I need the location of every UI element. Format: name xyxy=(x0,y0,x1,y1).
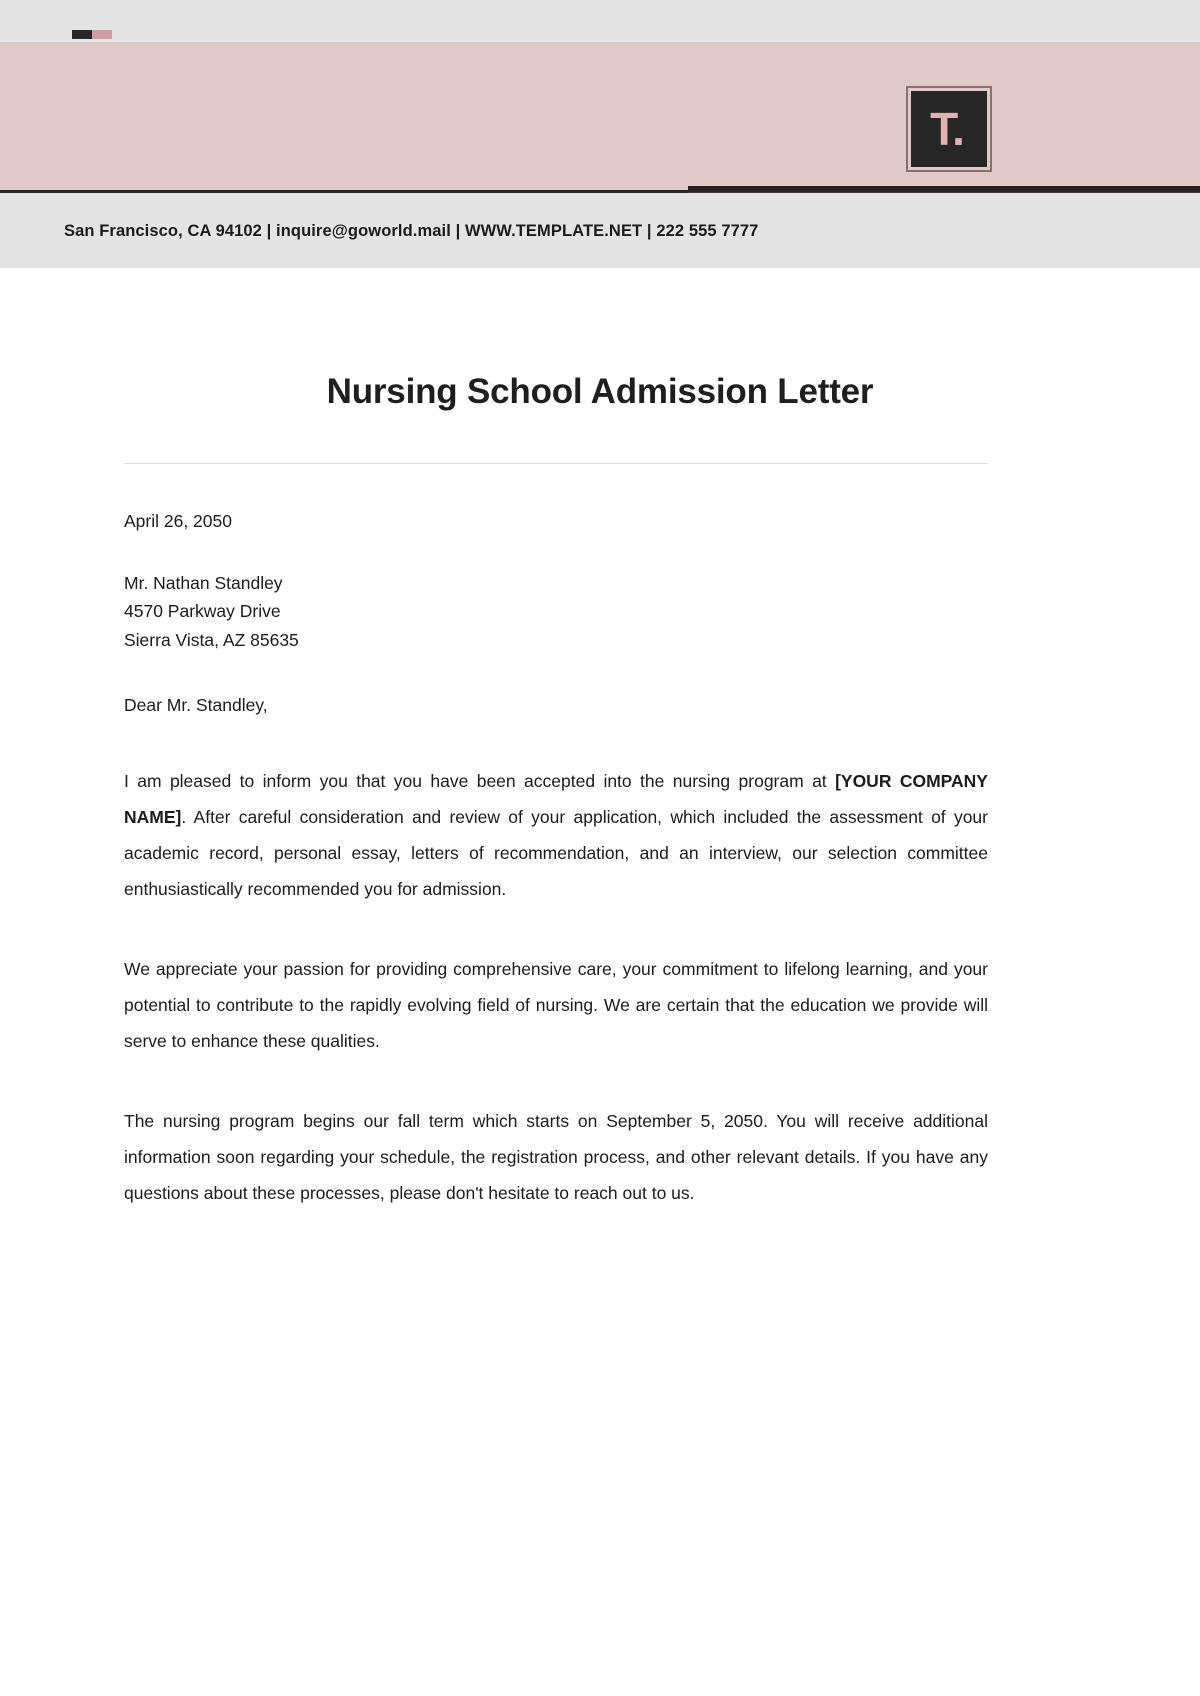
letter-sheet xyxy=(0,268,1200,1696)
letter-content xyxy=(124,513,988,1211)
brand-logo xyxy=(906,86,992,172)
body-paragraph-2: We appreciate your passion for providing comprehensive care, your commitment to lifelong learning, and your potential to contribute to the rapidly evolving field of nursing. We are certain that the education we provide will serve to enhance these qualities. xyxy=(124,958,988,1051)
letterhead-header xyxy=(0,0,1200,268)
recipient-address-block xyxy=(124,572,988,650)
pink-banner-band xyxy=(0,42,1200,190)
contact-details: San Francisco, CA 94102 | inquire@goworld.mail | WWW.TEMPLATE.NET | 222 555 7777 xyxy=(64,222,759,240)
body-paragraph-3: The nursing program begins our fall term which starts on September 5, 2050. You will receive additional information soon regarding your schedule, the registration process, and other relevant details. If you have any questions about these processes, please don't hesitate to reach out to us. xyxy=(124,1110,988,1203)
top-strip xyxy=(0,0,1200,42)
letter-date: April 26, 2050 xyxy=(124,511,232,531)
recipient-street: 4570 Parkway Drive xyxy=(124,601,281,621)
logo-monogram: T. xyxy=(930,103,964,155)
recipient-name: Mr. Nathan Standley xyxy=(124,572,283,593)
accent-rule-thick xyxy=(688,186,1200,190)
logo-square-icon xyxy=(911,91,987,167)
title-divider xyxy=(124,463,988,464)
company-name-placeholder: [YOUR COMPANY NAME] xyxy=(124,770,988,827)
body-paragraph-1 xyxy=(124,763,988,907)
decorative-bar-dark-segment xyxy=(72,30,92,39)
salutation: Dear Mr. Standley, xyxy=(124,695,268,715)
recipient-city-state-zip: Sierra Vista, AZ 85635 xyxy=(124,629,299,650)
contact-strip xyxy=(0,193,1200,268)
paragraph-1-tail: . After careful consideration and review of your application, which included the assessment of your academic record, personal essay, letters of recommendation, and an interview, our selection committee enthusiastically recommended you for admission. xyxy=(124,806,988,899)
decorative-bar-icon xyxy=(72,30,112,39)
page-title: Nursing School Admission Letter xyxy=(326,372,874,411)
paragraph-1-lead: I am pleased to inform you that you have been accepted into the nursing program at xyxy=(124,770,836,791)
decorative-bar-pink-segment xyxy=(92,30,112,39)
